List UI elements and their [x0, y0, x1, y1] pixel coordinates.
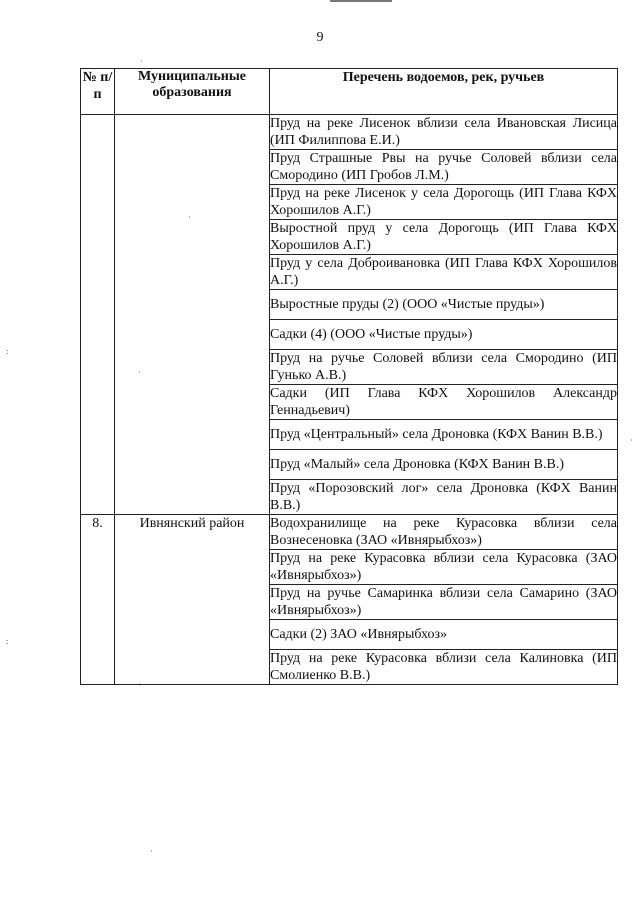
water-body-cell: Пруд на ручье Соловей вблизи села Смородино (ИП Гунько А.В.): [270, 351, 617, 383]
scan-speck: :: [6, 637, 9, 646]
scan-speck: ·: [140, 57, 143, 66]
water-body-cell: Пруд «Порозовский лог» села Дроновка (КФХ Ванин В.В.): [270, 481, 617, 513]
water-body-cell: Пруд Страшные Рвы на ручье Соловей вблизи села Смородино (ИП Гробов Л.М.): [270, 151, 617, 183]
table-body: [81, 115, 618, 685]
water-body-cell: Водохранилище на реке Курасовка вблизи села Вознесеновка (ЗАО «Ивнярыбхоз»): [270, 516, 617, 548]
water-body-cell: Пруд у села Доброивановка (ИП Глава КФХ Хорошилов А.Г.): [270, 256, 617, 288]
header-municipality: Муниципальные образования: [115, 69, 270, 115]
page-number: 9: [316, 30, 324, 45]
scan-speck: ·: [138, 680, 141, 689]
top-scan-rule: [330, 0, 392, 2]
water-body-cell: Пруд на реке Лисенок у села Дорогощь (ИП Глава КФХ Хорошилов А.Г.): [270, 186, 617, 218]
scan-speck: ·: [150, 847, 153, 856]
scan-speck: ·: [138, 368, 141, 377]
water-bodies-table: [80, 68, 618, 685]
row-number-cell: [81, 115, 115, 515]
header-water-list: Перечень водоемов, рек, ручьев: [270, 69, 618, 115]
scan-speck: ·: [630, 436, 633, 445]
table-row: [81, 115, 618, 150]
header-number: № п/п: [81, 69, 115, 115]
water-body-cell: Пруд на реке Курасовка вблизи села Курасовка (ЗАО «Ивнярыбхоз»): [270, 551, 617, 583]
water-body-cell: Садки (4) (ООО «Чистые пруды»): [270, 320, 618, 350]
water-body-cell: Пруд «Центральный» села Дроновка (КФХ Ванин В.В.): [270, 420, 618, 450]
table-header-row: [81, 69, 618, 115]
water-body-cell: Садки (2) ЗАО «Ивнярыбхоз»: [270, 620, 618, 650]
row-number-cell: 8.: [81, 515, 115, 685]
water-body-cell: Пруд на реке Лисенок вблизи села Ивановская Лисица (ИП Филиппова Е.И.): [270, 116, 617, 148]
municipality-cell: [115, 115, 270, 515]
water-body-cell: Выростные пруды (2) (ООО «Чистые пруды»): [270, 290, 618, 320]
scan-speck: :: [6, 347, 9, 356]
water-body-cell: Пруд «Малый» села Дроновка (КФХ Ванин В.В.): [270, 450, 618, 480]
water-body-cell: Пруд на реке Курасовка вблизи села Калиновка (ИП Смолиенко В.В.): [270, 651, 617, 683]
scan-speck: ·: [188, 213, 191, 222]
water-body-cell: Пруд на ручье Самаринка вблизи села Самарино (ЗАО «Ивнярыбхоз»): [270, 586, 617, 618]
water-body-cell: Садки (ИП Глава КФХ Хорошилов Александр Геннадьевич): [270, 386, 617, 418]
municipality-cell: Ивнянский район: [115, 515, 270, 685]
table-row: [81, 515, 618, 550]
water-body-cell: Выростной пруд у села Дорогощь (ИП Глава КФХ Хорошилов А.Г.): [270, 221, 617, 253]
